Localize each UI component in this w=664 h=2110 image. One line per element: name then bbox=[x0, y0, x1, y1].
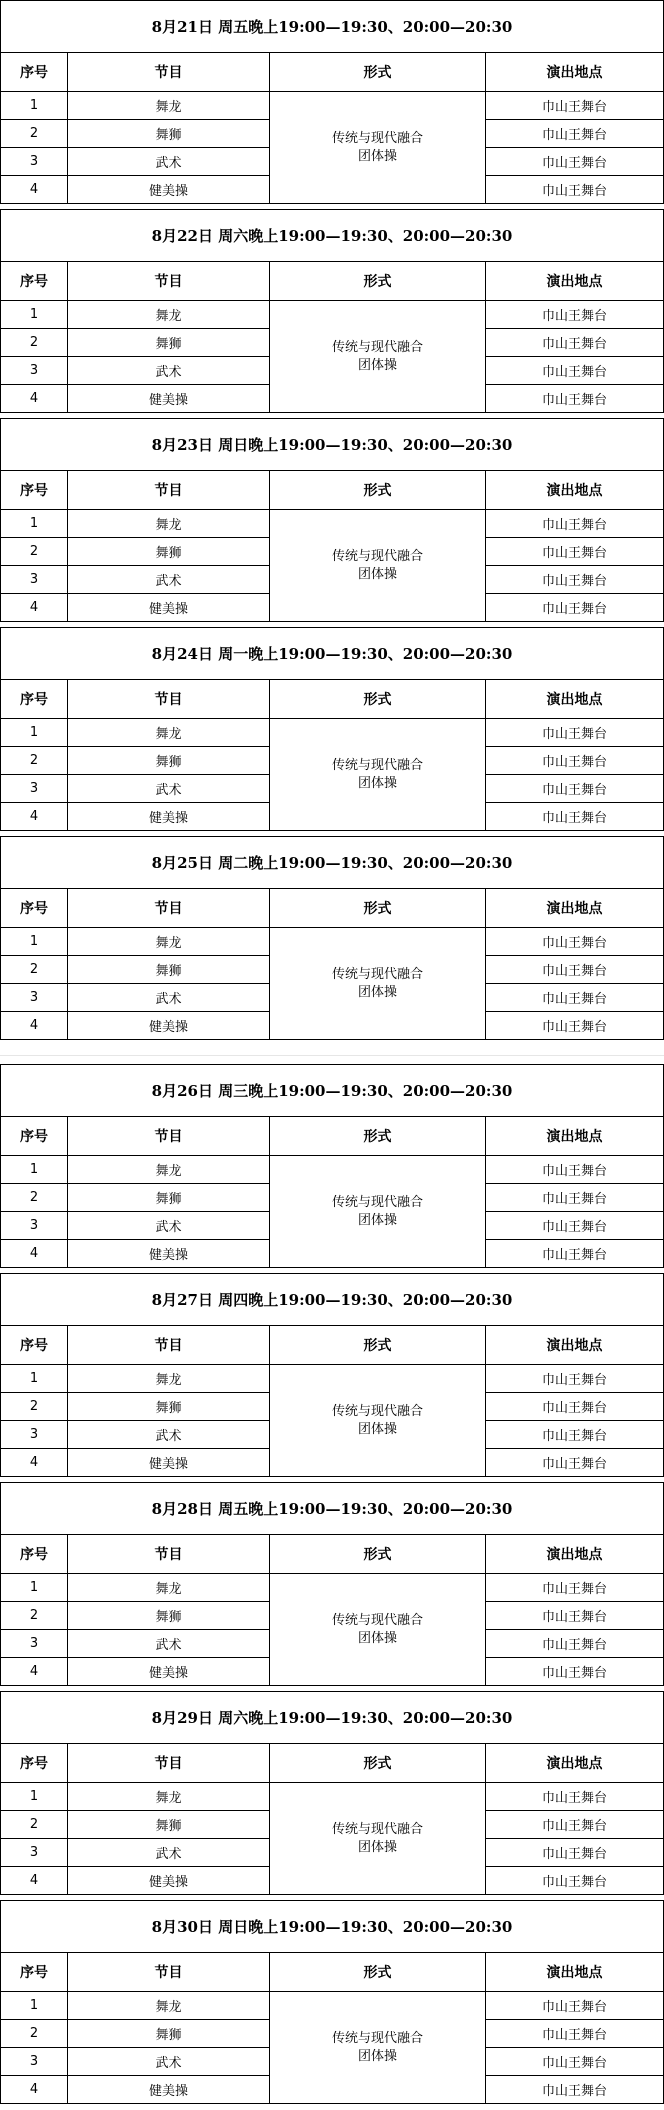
cell-form bbox=[270, 1783, 486, 1895]
schedule-date-title: 8月25日 周二晚上19:00—19:30、20:00—20:30 bbox=[1, 837, 664, 889]
header-venue: 演出地点 bbox=[486, 1326, 664, 1365]
cell-venue: 巾山王舞台 bbox=[486, 1156, 664, 1184]
header-no: 序号 bbox=[1, 262, 68, 301]
schedule-block bbox=[0, 209, 664, 413]
cell-venue: 巾山王舞台 bbox=[486, 1867, 664, 1895]
cell-no: 1 bbox=[1, 1365, 68, 1393]
schedule-table bbox=[0, 1273, 664, 1477]
form-line-1: 传统与现代融合 bbox=[331, 757, 423, 773]
cell-venue: 巾山王舞台 bbox=[486, 2048, 664, 2076]
schedule-block bbox=[0, 0, 664, 204]
form-line-1: 传统与现代融合 bbox=[331, 548, 423, 564]
cell-program: 健美操 bbox=[68, 594, 270, 622]
cell-program: 舞狮 bbox=[68, 1602, 270, 1630]
schedule-date-title: 8月26日 周三晚上19:00—19:30、20:00—20:30 bbox=[1, 1065, 664, 1117]
header-program: 节目 bbox=[68, 680, 270, 719]
schedule-block bbox=[0, 836, 664, 1040]
table-row bbox=[1, 1365, 664, 1393]
cell-program: 舞狮 bbox=[68, 1811, 270, 1839]
cell-venue: 巾山王舞台 bbox=[486, 1602, 664, 1630]
header-row bbox=[1, 53, 664, 92]
cell-no: 2 bbox=[1, 120, 68, 148]
schedule-block bbox=[0, 1691, 664, 1895]
cell-venue: 巾山王舞台 bbox=[486, 594, 664, 622]
header-no: 序号 bbox=[1, 53, 68, 92]
cell-no: 1 bbox=[1, 928, 68, 956]
header-program: 节目 bbox=[68, 1117, 270, 1156]
schedule-block bbox=[0, 1482, 664, 1686]
cell-venue: 巾山王舞台 bbox=[486, 2076, 664, 2104]
cell-form bbox=[270, 301, 486, 413]
cell-program: 舞龙 bbox=[68, 1992, 270, 2020]
header-program: 节目 bbox=[68, 1535, 270, 1574]
cell-form bbox=[270, 928, 486, 1040]
cell-program: 舞龙 bbox=[68, 510, 270, 538]
cell-venue: 巾山王舞台 bbox=[486, 538, 664, 566]
cell-program: 舞狮 bbox=[68, 329, 270, 357]
schedule-table bbox=[0, 1691, 664, 1895]
cell-no: 1 bbox=[1, 719, 68, 747]
header-program: 节目 bbox=[68, 1744, 270, 1783]
schedule-table bbox=[0, 836, 664, 1040]
cell-no: 2 bbox=[1, 1811, 68, 1839]
cell-program: 舞狮 bbox=[68, 1184, 270, 1212]
form-line-2: 团体操 bbox=[357, 984, 397, 1000]
header-no: 序号 bbox=[1, 1953, 68, 1992]
schedule-table bbox=[0, 209, 664, 413]
header-form: 形式 bbox=[270, 1535, 486, 1574]
header-program: 节目 bbox=[68, 1326, 270, 1365]
form-line-1: 传统与现代融合 bbox=[331, 339, 423, 355]
cell-program: 健美操 bbox=[68, 1867, 270, 1895]
cell-program: 武术 bbox=[68, 984, 270, 1012]
cell-program: 舞狮 bbox=[68, 120, 270, 148]
cell-no: 2 bbox=[1, 329, 68, 357]
schedule-block bbox=[0, 1064, 664, 1268]
cell-venue: 巾山王舞台 bbox=[486, 747, 664, 775]
cell-venue: 巾山王舞台 bbox=[486, 1839, 664, 1867]
cell-venue: 巾山王舞台 bbox=[486, 1212, 664, 1240]
title-row bbox=[1, 1274, 664, 1326]
schedule-date-title: 8月23日 周日晚上19:00—19:30、20:00—20:30 bbox=[1, 419, 664, 471]
schedule-block bbox=[0, 418, 664, 622]
form-line-2: 团体操 bbox=[357, 357, 397, 373]
cell-no: 2 bbox=[1, 1184, 68, 1212]
cell-program: 舞狮 bbox=[68, 747, 270, 775]
cell-program: 健美操 bbox=[68, 1012, 270, 1040]
table-row bbox=[1, 719, 664, 747]
header-row bbox=[1, 680, 664, 719]
cell-program: 舞狮 bbox=[68, 1393, 270, 1421]
form-line-1: 传统与现代融合 bbox=[331, 1194, 423, 1210]
cell-no: 4 bbox=[1, 1012, 68, 1040]
header-no: 序号 bbox=[1, 1744, 68, 1783]
header-no: 序号 bbox=[1, 1117, 68, 1156]
cell-program: 健美操 bbox=[68, 1449, 270, 1477]
cell-program: 舞龙 bbox=[68, 92, 270, 120]
header-row bbox=[1, 262, 664, 301]
cell-no: 3 bbox=[1, 2048, 68, 2076]
header-program: 节目 bbox=[68, 889, 270, 928]
cell-no: 3 bbox=[1, 1212, 68, 1240]
header-row bbox=[1, 1953, 664, 1992]
title-row bbox=[1, 628, 664, 680]
form-line-1: 传统与现代融合 bbox=[331, 1403, 423, 1419]
cell-venue: 巾山王舞台 bbox=[486, 1811, 664, 1839]
schedule-date-title: 8月24日 周一晚上19:00—19:30、20:00—20:30 bbox=[1, 628, 664, 680]
header-venue: 演出地点 bbox=[486, 1744, 664, 1783]
cell-no: 3 bbox=[1, 1630, 68, 1658]
schedule-table bbox=[0, 0, 664, 204]
cell-venue: 巾山王舞台 bbox=[486, 1449, 664, 1477]
cell-venue: 巾山王舞台 bbox=[486, 120, 664, 148]
cell-venue: 巾山王舞台 bbox=[486, 803, 664, 831]
cell-no: 4 bbox=[1, 594, 68, 622]
cell-venue: 巾山王舞台 bbox=[486, 357, 664, 385]
cell-venue: 巾山王舞台 bbox=[486, 1630, 664, 1658]
cell-no: 2 bbox=[1, 538, 68, 566]
cell-program: 武术 bbox=[68, 1421, 270, 1449]
header-program: 节目 bbox=[68, 53, 270, 92]
title-row bbox=[1, 837, 664, 889]
cell-no: 4 bbox=[1, 1240, 68, 1268]
cell-no: 3 bbox=[1, 984, 68, 1012]
table-row bbox=[1, 928, 664, 956]
schedule-date-title: 8月21日 周五晚上19:00—19:30、20:00—20:30 bbox=[1, 1, 664, 53]
header-venue: 演出地点 bbox=[486, 471, 664, 510]
cell-form bbox=[270, 1992, 486, 2104]
header-no: 序号 bbox=[1, 471, 68, 510]
cell-venue: 巾山王舞台 bbox=[486, 1783, 664, 1811]
header-venue: 演出地点 bbox=[486, 1953, 664, 1992]
schedule-date-title: 8月27日 周四晚上19:00—19:30、20:00—20:30 bbox=[1, 1274, 664, 1326]
cell-venue: 巾山王舞台 bbox=[486, 1240, 664, 1268]
cell-venue: 巾山王舞台 bbox=[486, 1365, 664, 1393]
title-row bbox=[1, 1483, 664, 1535]
cell-program: 武术 bbox=[68, 2048, 270, 2076]
cell-venue: 巾山王舞台 bbox=[486, 385, 664, 413]
cell-venue: 巾山王舞台 bbox=[486, 148, 664, 176]
cell-venue: 巾山王舞台 bbox=[486, 1658, 664, 1686]
cell-venue: 巾山王舞台 bbox=[486, 1012, 664, 1040]
cell-program: 舞龙 bbox=[68, 1156, 270, 1184]
cell-no: 3 bbox=[1, 1839, 68, 1867]
form-line-2: 团体操 bbox=[357, 1630, 397, 1646]
schedule-table bbox=[0, 1482, 664, 1686]
header-form: 形式 bbox=[270, 1117, 486, 1156]
cell-no: 2 bbox=[1, 1393, 68, 1421]
cell-no: 3 bbox=[1, 775, 68, 803]
cell-form bbox=[270, 1156, 486, 1268]
table-row bbox=[1, 301, 664, 329]
cell-venue: 巾山王舞台 bbox=[486, 956, 664, 984]
cell-program: 健美操 bbox=[68, 803, 270, 831]
cell-venue: 巾山王舞台 bbox=[486, 928, 664, 956]
schedule-block bbox=[0, 1900, 664, 2104]
cell-program: 武术 bbox=[68, 1212, 270, 1240]
cell-venue: 巾山王舞台 bbox=[486, 1184, 664, 1212]
cell-form bbox=[270, 1365, 486, 1477]
cell-no: 1 bbox=[1, 1574, 68, 1602]
schedule-table bbox=[0, 418, 664, 622]
cell-no: 4 bbox=[1, 1658, 68, 1686]
cell-no: 4 bbox=[1, 1449, 68, 1477]
table-row bbox=[1, 1783, 664, 1811]
cell-program: 舞龙 bbox=[68, 301, 270, 329]
cell-program: 健美操 bbox=[68, 176, 270, 204]
header-venue: 演出地点 bbox=[486, 680, 664, 719]
cell-no: 3 bbox=[1, 148, 68, 176]
form-line-1: 传统与现代融合 bbox=[331, 1612, 423, 1628]
header-venue: 演出地点 bbox=[486, 1117, 664, 1156]
cell-program: 健美操 bbox=[68, 1658, 270, 1686]
header-venue: 演出地点 bbox=[486, 1535, 664, 1574]
header-program: 节目 bbox=[68, 262, 270, 301]
cell-no: 1 bbox=[1, 510, 68, 538]
form-line-2: 团体操 bbox=[357, 566, 397, 582]
schedule-table bbox=[0, 1900, 664, 2104]
header-program: 节目 bbox=[68, 1953, 270, 1992]
table-row bbox=[1, 1992, 664, 2020]
cell-program: 舞龙 bbox=[68, 928, 270, 956]
header-row bbox=[1, 1326, 664, 1365]
cell-no: 3 bbox=[1, 1421, 68, 1449]
cell-venue: 巾山王舞台 bbox=[486, 1992, 664, 2020]
cell-program: 舞龙 bbox=[68, 1574, 270, 1602]
cell-no: 1 bbox=[1, 92, 68, 120]
title-row bbox=[1, 1692, 664, 1744]
schedule-date-title: 8月28日 周五晚上19:00—19:30、20:00—20:30 bbox=[1, 1483, 664, 1535]
form-line-1: 传统与现代融合 bbox=[331, 1821, 423, 1837]
form-line-1: 传统与现代融合 bbox=[331, 966, 423, 982]
schedule-date-title: 8月30日 周日晚上19:00—19:30、20:00—20:30 bbox=[1, 1901, 664, 1953]
cell-no: 4 bbox=[1, 1867, 68, 1895]
header-row bbox=[1, 1117, 664, 1156]
cell-venue: 巾山王舞台 bbox=[486, 2020, 664, 2048]
table-row bbox=[1, 1156, 664, 1184]
cell-program: 健美操 bbox=[68, 385, 270, 413]
cell-no: 3 bbox=[1, 566, 68, 594]
header-row bbox=[1, 889, 664, 928]
cell-venue: 巾山王舞台 bbox=[486, 301, 664, 329]
cell-no: 4 bbox=[1, 176, 68, 204]
cell-program: 武术 bbox=[68, 566, 270, 594]
header-form: 形式 bbox=[270, 680, 486, 719]
table-row bbox=[1, 92, 664, 120]
cell-no: 2 bbox=[1, 2020, 68, 2048]
schedule-table bbox=[0, 1064, 664, 1268]
cell-no: 1 bbox=[1, 301, 68, 329]
header-form: 形式 bbox=[270, 1744, 486, 1783]
cell-program: 健美操 bbox=[68, 2076, 270, 2104]
cell-program: 武术 bbox=[68, 775, 270, 803]
cell-no: 1 bbox=[1, 1783, 68, 1811]
cell-venue: 巾山王舞台 bbox=[486, 775, 664, 803]
header-form: 形式 bbox=[270, 1326, 486, 1365]
form-line-2: 团体操 bbox=[357, 1212, 397, 1228]
cell-program: 武术 bbox=[68, 148, 270, 176]
cell-program: 舞龙 bbox=[68, 1365, 270, 1393]
header-program: 节目 bbox=[68, 471, 270, 510]
cell-venue: 巾山王舞台 bbox=[486, 984, 664, 1012]
cell-no: 1 bbox=[1, 1156, 68, 1184]
cell-no: 2 bbox=[1, 956, 68, 984]
cell-program: 武术 bbox=[68, 1839, 270, 1867]
header-venue: 演出地点 bbox=[486, 889, 664, 928]
cell-program: 舞狮 bbox=[68, 956, 270, 984]
header-form: 形式 bbox=[270, 53, 486, 92]
table-row bbox=[1, 510, 664, 538]
title-row bbox=[1, 1065, 664, 1117]
title-row bbox=[1, 1, 664, 53]
header-row bbox=[1, 471, 664, 510]
cell-form bbox=[270, 719, 486, 831]
cell-program: 健美操 bbox=[68, 1240, 270, 1268]
form-line-2: 团体操 bbox=[357, 775, 397, 791]
schedule-block bbox=[0, 1273, 664, 1477]
cell-program: 舞龙 bbox=[68, 1783, 270, 1811]
form-line-1: 传统与现代融合 bbox=[331, 2030, 423, 2046]
header-venue: 演出地点 bbox=[486, 262, 664, 301]
header-row bbox=[1, 1744, 664, 1783]
cell-no: 1 bbox=[1, 1992, 68, 2020]
schedule-date-title: 8月22日 周六晚上19:00—19:30、20:00—20:30 bbox=[1, 210, 664, 262]
cell-no: 4 bbox=[1, 385, 68, 413]
cell-program: 舞狮 bbox=[68, 538, 270, 566]
header-form: 形式 bbox=[270, 262, 486, 301]
header-no: 序号 bbox=[1, 889, 68, 928]
cell-program: 舞狮 bbox=[68, 2020, 270, 2048]
cell-venue: 巾山王舞台 bbox=[486, 566, 664, 594]
cell-venue: 巾山王舞台 bbox=[486, 92, 664, 120]
schedule-table bbox=[0, 627, 664, 831]
cell-venue: 巾山王舞台 bbox=[486, 510, 664, 538]
cell-program: 武术 bbox=[68, 357, 270, 385]
cell-form bbox=[270, 1574, 486, 1686]
schedule-block bbox=[0, 627, 664, 831]
header-no: 序号 bbox=[1, 1326, 68, 1365]
cell-venue: 巾山王舞台 bbox=[486, 719, 664, 747]
title-row bbox=[1, 210, 664, 262]
cell-venue: 巾山王舞台 bbox=[486, 176, 664, 204]
page-gap bbox=[0, 1045, 664, 1064]
page-gap-line bbox=[0, 1055, 664, 1056]
form-line-2: 团体操 bbox=[357, 2048, 397, 2064]
title-row bbox=[1, 1901, 664, 1953]
title-row bbox=[1, 419, 664, 471]
schedule-date-title: 8月29日 周六晚上19:00—19:30、20:00—20:30 bbox=[1, 1692, 664, 1744]
form-line-2: 团体操 bbox=[357, 1421, 397, 1437]
header-no: 序号 bbox=[1, 1535, 68, 1574]
header-venue: 演出地点 bbox=[486, 53, 664, 92]
header-form: 形式 bbox=[270, 1953, 486, 1992]
cell-no: 4 bbox=[1, 2076, 68, 2104]
cell-no: 4 bbox=[1, 803, 68, 831]
cell-venue: 巾山王舞台 bbox=[486, 1421, 664, 1449]
header-row bbox=[1, 1535, 664, 1574]
cell-no: 2 bbox=[1, 747, 68, 775]
cell-program: 舞龙 bbox=[68, 719, 270, 747]
table-row bbox=[1, 1574, 664, 1602]
form-line-1: 传统与现代融合 bbox=[331, 130, 423, 146]
cell-no: 2 bbox=[1, 1602, 68, 1630]
cell-venue: 巾山王舞台 bbox=[486, 1574, 664, 1602]
cell-program: 武术 bbox=[68, 1630, 270, 1658]
form-line-2: 团体操 bbox=[357, 148, 397, 164]
cell-form bbox=[270, 92, 486, 204]
cell-venue: 巾山王舞台 bbox=[486, 1393, 664, 1421]
cell-no: 3 bbox=[1, 357, 68, 385]
cell-form bbox=[270, 510, 486, 622]
header-form: 形式 bbox=[270, 889, 486, 928]
header-form: 形式 bbox=[270, 471, 486, 510]
cell-venue: 巾山王舞台 bbox=[486, 329, 664, 357]
header-no: 序号 bbox=[1, 680, 68, 719]
form-line-2: 团体操 bbox=[357, 1839, 397, 1855]
